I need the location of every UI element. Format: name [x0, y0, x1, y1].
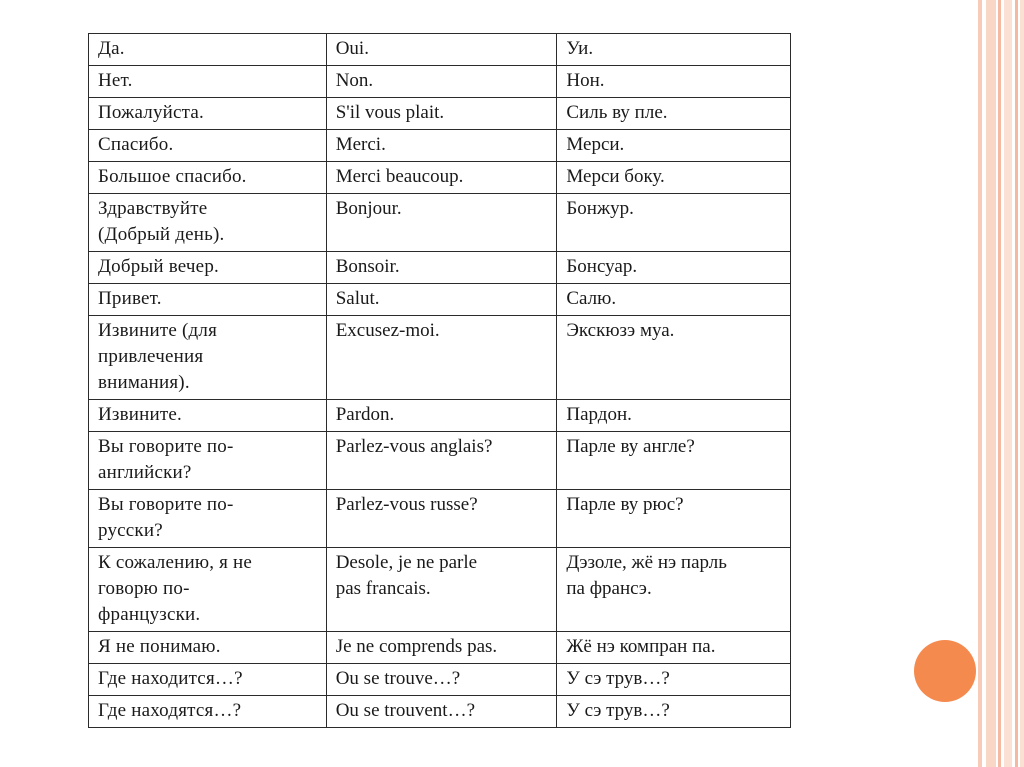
russian-cell [89, 284, 327, 316]
transcription-cell-text: У сэ трув…? [566, 668, 670, 689]
french-cell-text: Merci. [335, 134, 386, 155]
french-cell [326, 316, 557, 400]
french-cell [326, 548, 557, 632]
russian-cell [89, 400, 327, 432]
french-cell [326, 130, 557, 162]
russian-cell-text: Привет. [98, 288, 162, 309]
russian-cell [89, 432, 327, 490]
table-row [89, 98, 791, 130]
french-cell-text: Merci beaucoup. [335, 166, 464, 187]
table-row [89, 194, 791, 252]
russian-cell-text: Добрый вечер. [98, 256, 219, 277]
table-row [89, 490, 791, 548]
russian-cell [89, 130, 327, 162]
table-row [89, 548, 791, 632]
table-row [89, 252, 791, 284]
russian-cell [89, 34, 327, 66]
russian-cell [89, 632, 327, 664]
russian-cell-text: Я не понимаю. [98, 636, 221, 657]
transcription-cell [557, 400, 791, 432]
russian-cell [89, 162, 327, 194]
transcription-cell-text: Мерси. [566, 134, 625, 155]
transcription-cell-text: Пардон. [566, 404, 632, 425]
transcription-cell-text: Парле ву рюс? [566, 494, 684, 515]
french-cell-text: Parlez-vous russe? [335, 494, 478, 515]
russian-cell-text: Здравствуйте (Добрый день). [98, 198, 225, 245]
russian-cell-text: Вы говорите по- английски? [98, 436, 234, 483]
russian-cell-text: Большое спасибо. [98, 166, 247, 187]
russian-cell-text: Где находится…? [98, 668, 243, 689]
french-cell [326, 400, 557, 432]
transcription-cell-text: Жё нэ компран па. [566, 636, 716, 657]
french-cell-text: Je ne comprends pas. [335, 636, 498, 657]
russian-cell-text: Где находятся…? [98, 700, 242, 721]
transcription-cell [557, 284, 791, 316]
french-cell [326, 34, 557, 66]
russian-cell [89, 664, 327, 696]
french-cell-text: Excusez-moi. [335, 320, 440, 341]
french-cell-text: Salut. [335, 288, 380, 309]
transcription-cell-text: Бонжур. [566, 198, 634, 219]
decorative-stripe [1015, 0, 1018, 767]
russian-cell [89, 66, 327, 98]
russian-cell-text: Спасибо. [98, 134, 174, 155]
transcription-cell-text: Салю. [566, 288, 617, 309]
transcription-cell [557, 548, 791, 632]
transcription-cell [557, 194, 791, 252]
french-cell [326, 194, 557, 252]
french-cell-text: Desole, je ne parle pas francais. [335, 552, 478, 599]
french-cell [326, 252, 557, 284]
table-row [89, 316, 791, 400]
transcription-cell [557, 162, 791, 194]
french-cell [326, 284, 557, 316]
transcription-cell [557, 632, 791, 664]
table-row [89, 284, 791, 316]
table-row [89, 130, 791, 162]
decorative-stripe [978, 0, 982, 767]
table-row [89, 696, 791, 728]
transcription-cell [557, 252, 791, 284]
transcription-cell [557, 316, 791, 400]
french-cell-text: S'il vous plait. [335, 102, 445, 123]
transcription-cell-text: Уи. [566, 38, 594, 59]
french-cell-text: Ou se trouvent…? [335, 700, 476, 721]
french-cell-text: Bonsoir. [335, 256, 400, 277]
transcription-cell [557, 98, 791, 130]
table-row [89, 400, 791, 432]
russian-cell [89, 696, 327, 728]
table-row [89, 34, 791, 66]
decorative-circle [914, 640, 976, 702]
phrase-table-body [89, 34, 791, 728]
russian-cell-text: Нет. [98, 70, 133, 91]
transcription-cell [557, 490, 791, 548]
russian-cell [89, 194, 327, 252]
french-cell [326, 162, 557, 194]
transcription-cell-text: Экскюзэ муа. [566, 320, 675, 341]
decorative-stripe [1004, 0, 1012, 767]
french-cell-text: Pardon. [335, 404, 395, 425]
french-cell-text: Bonjour. [335, 198, 402, 219]
transcription-cell [557, 130, 791, 162]
table-row [89, 632, 791, 664]
russian-cell-text: К сожалению, я не говорю по- французски. [98, 552, 253, 625]
russian-cell-text: Вы говорите по- русски? [98, 494, 234, 541]
russian-cell-text: Извините (для привлечения внимания). [98, 320, 218, 393]
transcription-cell-text: Парле ву англе? [566, 436, 695, 457]
transcription-cell-text: Силь ву пле. [566, 102, 668, 123]
french-cell-text: Non. [335, 70, 374, 91]
russian-cell [89, 98, 327, 130]
transcription-cell-text: Дэзоле, жё нэ парль па франсэ. [566, 552, 727, 599]
russian-cell-text: Да. [98, 38, 125, 59]
table-row [89, 432, 791, 490]
russian-cell [89, 548, 327, 632]
transcription-cell [557, 664, 791, 696]
french-cell [326, 66, 557, 98]
russian-cell-text: Извините. [98, 404, 182, 425]
transcription-cell-text: У сэ трув…? [566, 700, 670, 721]
table-row [89, 162, 791, 194]
russian-cell [89, 316, 327, 400]
french-cell [326, 696, 557, 728]
transcription-cell-text: Нон. [566, 70, 605, 91]
russian-cell [89, 490, 327, 548]
transcription-cell [557, 432, 791, 490]
table-row [89, 66, 791, 98]
french-cell [326, 490, 557, 548]
table-row [89, 664, 791, 696]
russian-cell [89, 252, 327, 284]
transcription-cell [557, 34, 791, 66]
transcription-cell-text: Бонсуар. [566, 256, 638, 277]
french-cell [326, 432, 557, 490]
phrase-table [88, 33, 791, 728]
french-cell-text: Oui. [335, 38, 369, 59]
transcription-cell-text: Мерси боку. [566, 166, 665, 187]
french-cell-text: Ou se trouve…? [335, 668, 461, 689]
transcription-cell [557, 696, 791, 728]
french-cell-text: Parlez-vous anglais? [335, 436, 493, 457]
russian-cell-text: Пожалуйста. [98, 102, 204, 123]
transcription-cell [557, 66, 791, 98]
decorative-stripe [998, 0, 1001, 767]
decorative-stripe [1020, 0, 1024, 767]
decorative-stripe [986, 0, 996, 767]
french-cell [326, 632, 557, 664]
french-cell [326, 98, 557, 130]
french-cell [326, 664, 557, 696]
